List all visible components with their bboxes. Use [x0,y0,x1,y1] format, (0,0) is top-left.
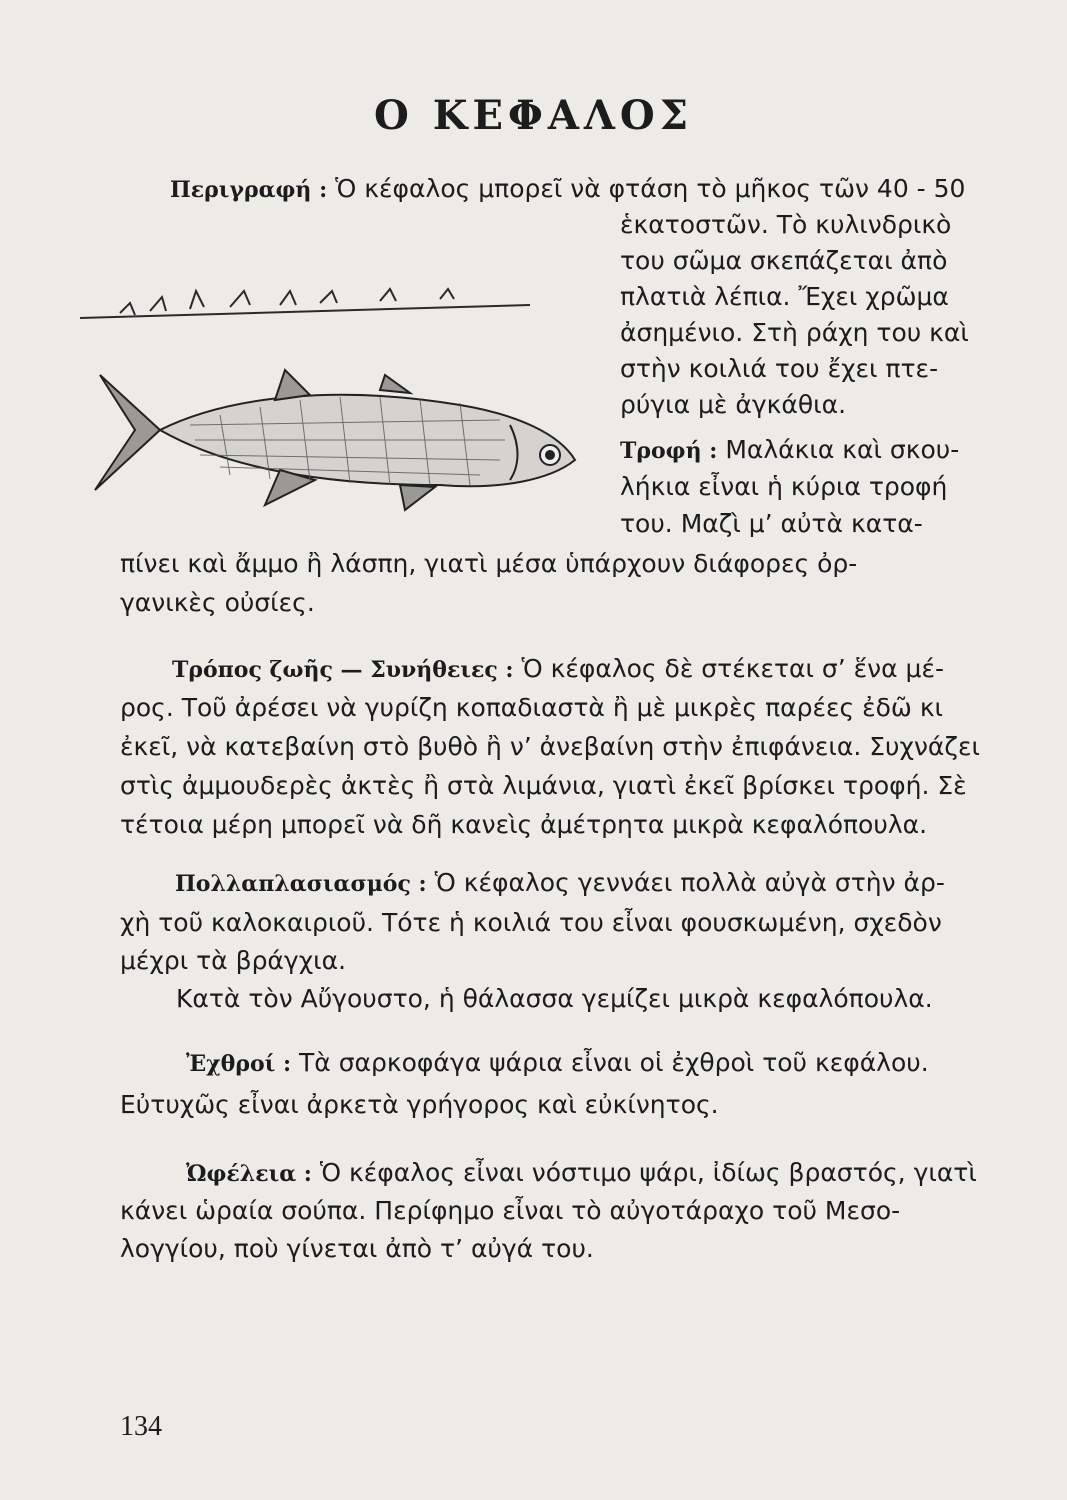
enemies-line-2: Εὐτυχῶς εἶναι ἀρκετὰ γρήγορος καὶ εὐκίνητος. [120,1090,719,1119]
reproduction-label: Πολλαπλασιασμός : [175,871,427,897]
mullet-fish-illustration [80,235,600,535]
lifestyle-line-3: ἐκεῖ, νὰ κατεβαίνη στὸ βυθὸ ἢ ν’ ἀνεβαίνη στὴν ἐπιφάνεια. Συχνάζει [120,732,980,761]
reproduction-line-1: Πολλαπλασιασμός : Ὁ κέφαλος γεννάει πολλὰ αὐγὰ στὴν ἀρ- [175,868,945,897]
description-label: Περιγραφή : [170,177,328,203]
benefit-line-1: Ὠφέλεια : Ὁ κέφαλος εἶναι νόστιμο ψάρι, ἰδίως βραστός, γιατὶ [186,1158,977,1187]
reproduction-line-4: Κατὰ τὸν Αὔγουστο, ἡ θάλασσα γεμίζει μικρὰ κεφαλόπουλα. [176,984,933,1013]
description-line-1: Περιγραφή : Ὁ κέφαλος μπορεῖ νὰ φτάση τὸ μῆκος τῶν 40 - 50 [170,174,966,203]
food-line-2: λήκια εἶναι ἡ κύρια τροφή [620,472,948,501]
page-number: 134 [120,1411,162,1442]
reproduction-line-2: χὴ τοῦ καλοκαιριοῦ. Τότε ἡ κοιλιά του εἶναι φουσκωμένη, σχεδὸν [120,908,942,937]
food-line-3: του. Μαζὶ μ’ αὐτὰ κατα- [620,509,923,538]
benefit-line-3: λογγίου, ποὺ γίνεται ἀπὸ τ’ αὐγά του. [120,1234,594,1263]
food-label: Τροφή : [620,438,718,464]
description-line-3: του σῶμα σκεπάζεται ἀπὸ [620,246,948,275]
lifestyle-line-2: ρος. Τοῦ ἀρέσει νὰ γυρίζη κοπαδιαστὰ ἢ μὲ μικρὲς παρέες ἐδῶ κι [120,693,944,722]
page-title: Ο ΚΕΦΑΛΟΣ [373,92,694,139]
handwritten-scribble [80,289,530,318]
description-line-2: ἑκατοστῶν. Τὸ κυλινδρικὸ [620,210,952,239]
benefit-line-2: κάνει ὡραία σούπα. Περίφημο εἶναι τὸ αὐγοτάραχο τοῦ Μεσο- [120,1196,901,1225]
benefit-label: Ὠφέλεια : [186,1161,312,1187]
lifestyle-line-1: Τρόπος ζωῆς — Συνήθειες : Ὁ κέφαλος δὲ στέκεται σ’ ἕνα μέ- [172,654,944,683]
food-line-1: Τροφή : Μαλάκια καὶ σκου- [620,435,960,464]
food-line-4: πίνει καὶ ἄμμο ἢ λάσπη, γιατὶ μέσα ὑπάρχουν διάφορες ὀρ- [120,549,858,578]
lifestyle-line-5: τέτοια μέρη μπορεῖ νὰ δῆ κανεὶς ἀμέτρητα μικρὰ κεφαλόπουλα. [120,810,928,839]
reproduction-line-3: μέχρι τὰ βράγχια. [120,946,347,975]
enemies-line-1: Ἐχθροί : Τὰ σαρκοφάγα ψάρια εἶναι οἱ ἐχθροὶ τοῦ κεφάλου. [186,1048,929,1077]
food-line-5: γανικὲς οὐσίες. [120,588,315,617]
lifestyle-line-4: στὶς ἀμμουδερὲς ἀκτὲς ἢ στὰ λιμάνια, γιατὶ ἐκεῖ βρίσκει τροφή. Σὲ [120,771,967,800]
lifestyle-label: Τρόπος ζωῆς — Συνήθειες : [172,657,514,683]
description-line-5: ἀσημένιο. Στὴ ράχη του καὶ [620,318,969,347]
enemies-label: Ἐχθροί : [186,1051,292,1077]
description-line-6: στὴν κοιλιά του ἔχει πτε- [620,354,939,383]
description-line-4: πλατιὰ λέπια. Ἔχει χρῶμα [620,282,949,311]
description-line-7: ρύγια μὲ ἀγκάθια. [620,390,847,419]
